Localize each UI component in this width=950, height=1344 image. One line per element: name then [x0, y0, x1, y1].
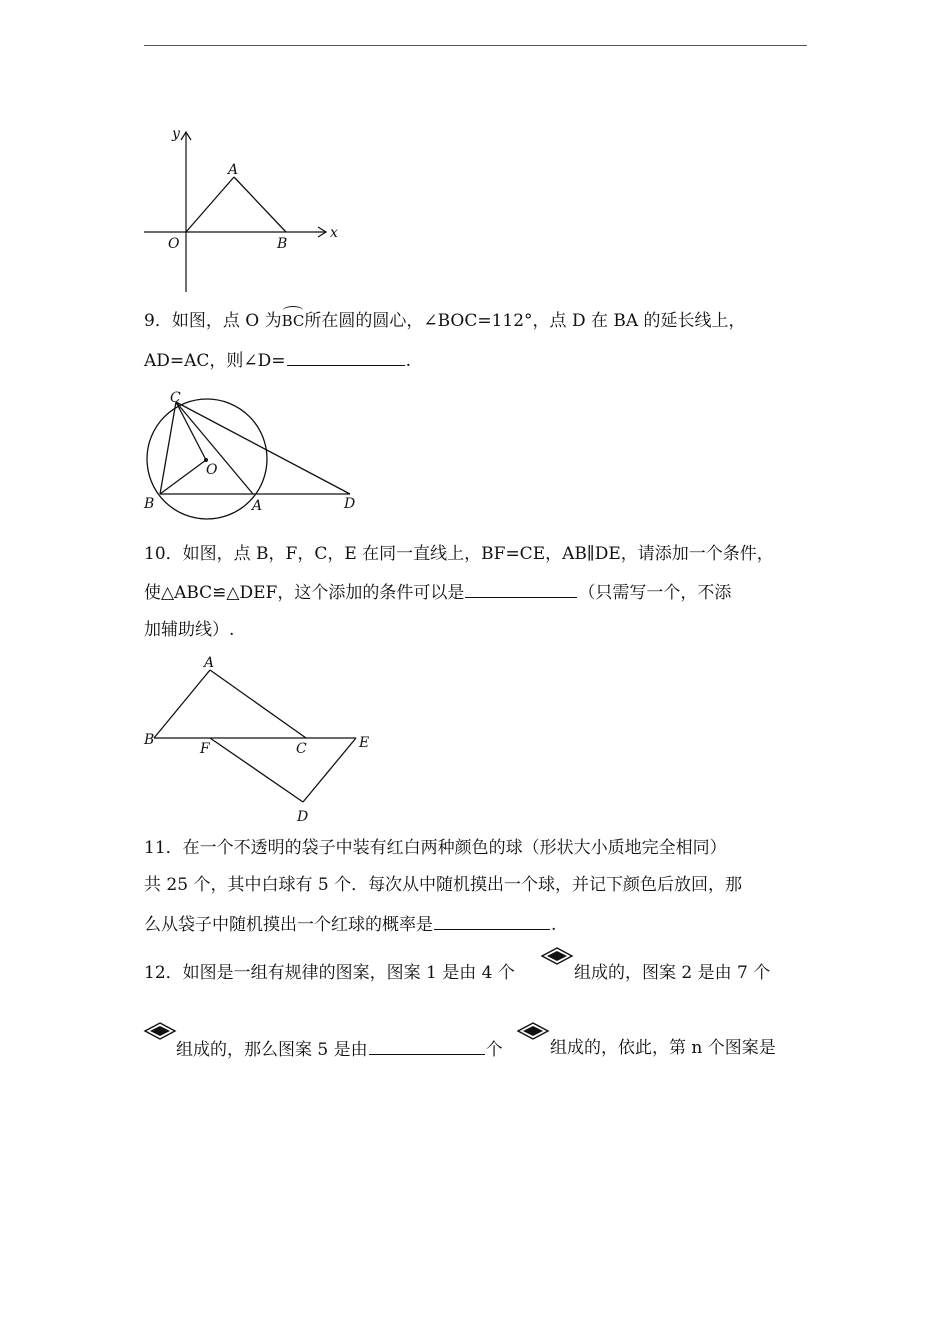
segment-ac: [210, 670, 306, 738]
q11-text-b: 共 25 个，其中白球有 5 个．每次从中随机摸出一个球，并记下颜色后放回，那: [144, 875, 743, 895]
label-b: B: [144, 496, 155, 512]
segment-ca: [176, 402, 253, 494]
q9-text-d: .: [405, 351, 411, 371]
label-a: A: [252, 498, 263, 514]
diamond-icon-1: [540, 946, 574, 966]
segment-co: [176, 402, 206, 460]
segment-ab: [154, 670, 210, 738]
figure-circle: [140, 388, 370, 523]
q10-line-1: [144, 542, 774, 566]
figure-triangles: [140, 652, 380, 830]
q9-line-1: [144, 309, 746, 333]
q11-number: 11．: [144, 838, 183, 858]
q9-answer-blank[interactable]: [287, 347, 405, 366]
triangles-figure-svg: [140, 652, 380, 830]
diamond-icon: [540, 946, 574, 966]
label-origin: O: [168, 236, 180, 252]
q12-text-d: 个: [485, 1040, 503, 1060]
q9-arc-bc: BC: [282, 309, 305, 333]
label-x: x: [330, 225, 338, 241]
q10-number: 10．: [144, 544, 183, 564]
segment-fd: [210, 738, 303, 802]
q11-text-d: .: [551, 915, 557, 935]
segment-ab: [234, 177, 286, 232]
label-d: D: [297, 809, 309, 825]
q11-text-c: 么从袋子中随机摸出一个红球的概率是: [144, 915, 433, 935]
segment-cb: [160, 402, 176, 494]
q12-line-1: [144, 961, 515, 985]
segment-ed: [303, 738, 356, 802]
header-rule: [144, 45, 807, 46]
q9-text-a: 如图，点 O 为: [171, 311, 282, 331]
q12-text-e: 组成的，依此，第 n 个图案是: [550, 1038, 776, 1058]
q12-number: 12．: [144, 963, 183, 983]
label-o: O: [206, 462, 218, 478]
q9-number: 9．: [144, 311, 172, 331]
q10-text-c: （只需写一个，不添: [578, 583, 732, 603]
q9-text-c: AD=AC，则∠D=: [144, 351, 286, 371]
label-y: y: [172, 126, 180, 142]
q10-text-d: 加辅助线）.: [144, 620, 235, 640]
label-d: D: [344, 496, 356, 512]
q11-line-2: [144, 873, 742, 897]
q12-text-b: 组成的，图案 2 是由 7 个: [574, 963, 771, 983]
q11-text-a: 在一个不透明的袋子中装有红白两种颜色的球（形状大小质地完全相同）: [182, 838, 727, 858]
q11-answer-blank[interactable]: [434, 911, 550, 930]
label-e: E: [359, 735, 370, 751]
q12-text-c: 组成的，那么图案 5 是由: [176, 1040, 368, 1060]
segment-oa: [186, 177, 234, 232]
q10-line-2: [144, 579, 731, 605]
diamond-icon: [143, 1021, 177, 1041]
label-c: C: [170, 390, 181, 406]
circle-figure-svg: [140, 388, 370, 523]
q12-line-1-cont: [574, 961, 770, 985]
q11-line-3: [144, 911, 556, 937]
label-b: B: [277, 236, 288, 252]
diamond-icon-2: [143, 1021, 177, 1041]
q12-text-a: 如图是一组有规律的图案，图案 1 是由 4 个: [182, 963, 515, 983]
label-a: A: [228, 162, 239, 178]
label-b: B: [144, 732, 155, 748]
label-a: A: [204, 655, 215, 671]
segment-ob: [160, 460, 206, 494]
q12-answer-blank[interactable]: [369, 1036, 485, 1055]
label-c: C: [296, 741, 307, 757]
q10-text-b: 使△ABC≌△DEF，这个添加的条件可以是: [144, 583, 465, 603]
q10-answer-blank[interactable]: [465, 579, 577, 598]
label-f: F: [200, 741, 210, 757]
q11-line-1: [144, 836, 727, 860]
q9-text-b: 所在圆的圆心，∠BOC=112°，点 D 在 BA 的延长线上，: [304, 311, 746, 331]
q10-line-3: [144, 618, 234, 642]
q12-line-2: [176, 1036, 503, 1062]
diamond-icon: [516, 1021, 550, 1041]
coordinate-triangle-svg: [140, 122, 350, 297]
q12-line-2-cont: [550, 1036, 776, 1060]
q9-line-2: [144, 347, 411, 373]
figure-coordinate-triangle: [140, 122, 350, 297]
q10-text-a: 如图，点 B，F，C，E 在同一直线上，BF=CE，AB∥DE，请添加一个条件，: [182, 544, 774, 564]
diamond-icon-3: [516, 1021, 550, 1041]
